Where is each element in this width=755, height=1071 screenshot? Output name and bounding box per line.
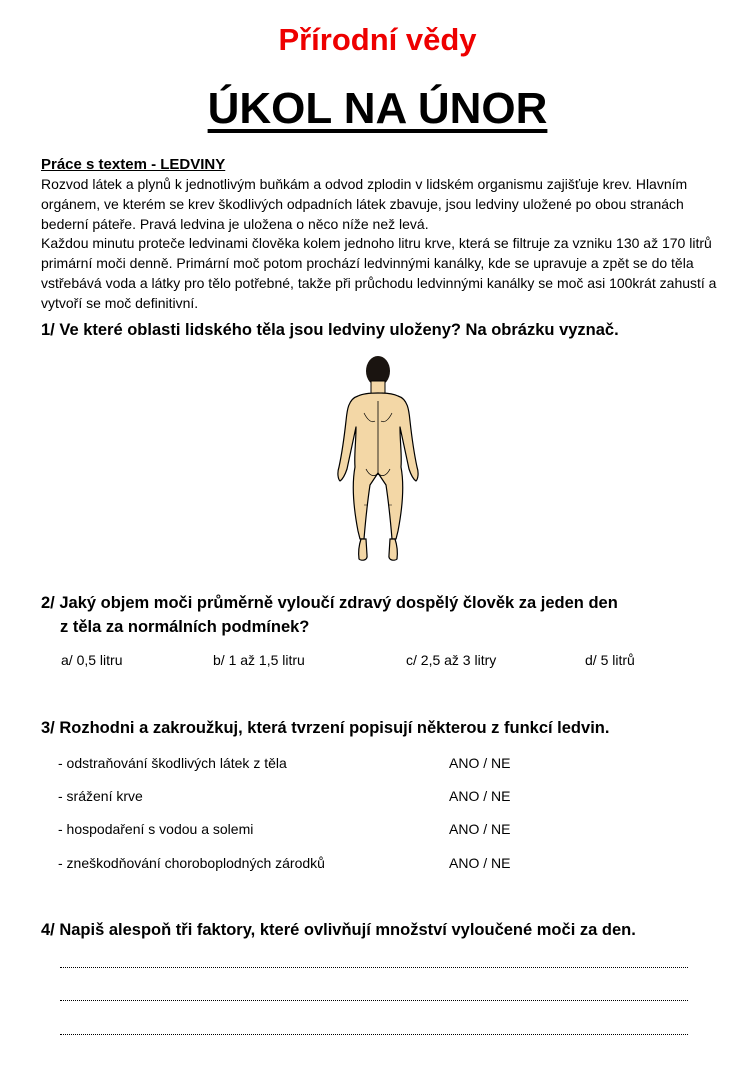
answer-options [0, 652, 755, 672]
page-title-text: ÚKOL NA ÚNOR [207, 84, 548, 133]
statement-text: - hospodaření s vodou a solemi [58, 821, 254, 837]
option-b[interactable]: b/ 1 až 1,5 litru [213, 652, 305, 668]
figure-left-foot [359, 539, 367, 560]
section-heading: Práce s textem - LEDVINY [41, 156, 226, 173]
intro-text [41, 175, 717, 314]
statement-text: - zneškodňování choroboplodných zárodků [58, 855, 325, 871]
answer-line-1[interactable] [60, 967, 688, 968]
page-title [0, 84, 755, 134]
answer-line-3[interactable] [60, 1034, 688, 1035]
option-c[interactable]: c/ 2,5 až 3 litry [406, 652, 497, 668]
statement-row [0, 755, 755, 775]
statement-row [0, 821, 755, 841]
question-2-line-1: 2/ Jaký objem moči průměrně vyloučí zdravý dospělý člověk za jeden den [41, 594, 618, 612]
question-4: 4/ Napiš alespoň tři faktory, které ovlivňují množství vyloučené moči za den. [41, 921, 636, 939]
question-2-line-2: z těla za normálních podmínek? [60, 618, 310, 636]
answer-line-2[interactable] [60, 1000, 688, 1001]
intro-paragraph-2: Každou minutu proteče ledvinami člověka kolem jednoho litru krve, která se filtruje za vzniku 130 až 170 litrů primární moči denně. Primární moč potom prochází ledvinnými kanálky, kde se upravuje a zpět se do těla vstřebává voda a látky pro tělo potřebné, takže při průchodu ledvinnými kanálky se moč asi 100krát zahustí a vytvoří se moč definitivní. [41, 235, 717, 311]
human-body-figure[interactable] [328, 355, 428, 567]
option-d[interactable]: d/ 5 litrů [585, 652, 635, 668]
option-a[interactable]: a/ 0,5 litru [61, 652, 123, 668]
question-1: 1/ Ve které oblasti lidského těla jsou ledviny uloženy? Na obrázku vyznač. [41, 321, 619, 339]
yes-no-choice[interactable]: ANO / NE [449, 755, 511, 771]
statement-row [0, 855, 755, 875]
yes-no-choice[interactable]: ANO / NE [449, 855, 511, 871]
subject-title: Přírodní vědy [278, 22, 477, 57]
intro-paragraph-1: Rozvod látek a plynů k jednotlivým buňkám a odvod zplodin v lidském organismu zajišťuje krev. Hlavním orgánem, ve kterém se krev škodlivých odpadních látek zbavuje, jsou ledviny uložené po obou stranách bederní páteře. Pravá ledvina je uložena o něco níže než levá. [41, 176, 688, 232]
yes-no-choice[interactable]: ANO / NE [449, 788, 511, 804]
statement-row [0, 788, 755, 808]
yes-no-choice[interactable]: ANO / NE [449, 821, 511, 837]
statement-text: - odstraňování škodlivých látek z těla [58, 755, 287, 771]
figure-right-foot [389, 539, 397, 560]
question-2 [41, 591, 721, 639]
statement-text: - srážení krve [58, 788, 143, 804]
question-3: 3/ Rozhodni a zakroužkuj, která tvrzení popisují některou z funkcí ledvin. [41, 719, 610, 737]
